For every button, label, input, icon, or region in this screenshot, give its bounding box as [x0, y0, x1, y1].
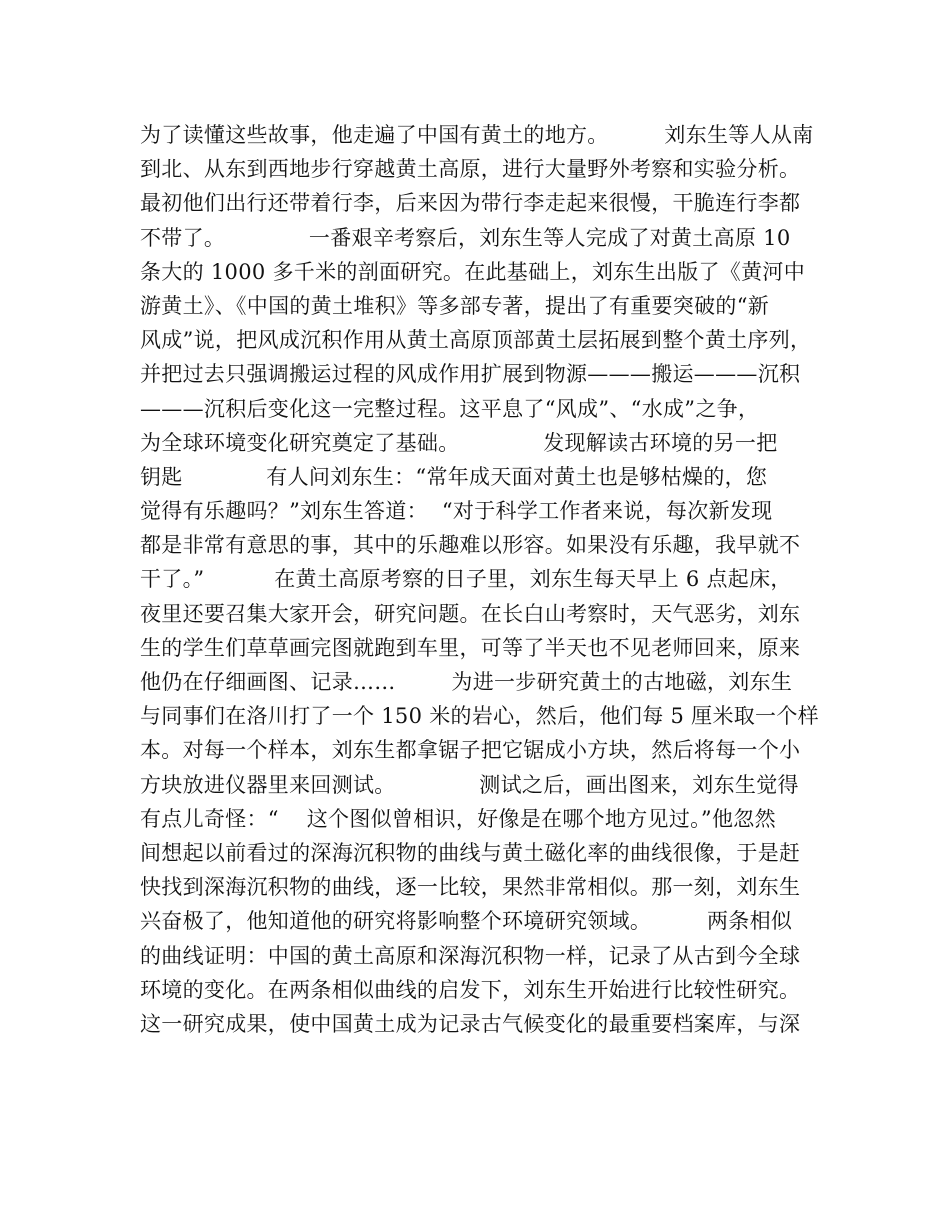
text-line: 为了读懂这些故事，他走遍了中国有黄土的地方。 刘东生等人从南 — [140, 123, 814, 147]
text-line: 到北、从东到西地步行穿越黄土高原，进行大量野外考察和实验分析。 — [140, 157, 801, 182]
text-line: 环境的变化。在两条相似曲线的启发下，刘东生开始进行比较性研究。 — [140, 977, 801, 1002]
text-line: 与同事们在洛川打了一个 150 米的岩心，然后，他们每 5 厘米取一个样 — [140, 704, 819, 729]
text-line: 并把过去只强调搬运过程的风成作用扩展到物源———搬运———沉积 — [140, 362, 801, 387]
text-line: 快找到深海沉积物的曲线，逐一比较，果然非常相似。那一刻，刘东生 — [140, 875, 801, 900]
text-line: 最初他们出行还带着行李，后来因为带行李走起来很慢，干脆连行李都 — [140, 191, 801, 216]
text-line: 的曲线证明：中国的黄土高原和深海沉积物一样，记录了从古到今全球 — [140, 943, 801, 968]
text-line: 有点儿奇怪：“ 这个图似曾相识，好像是在哪个地方见过。”他忽然 — [140, 806, 776, 831]
text-line: 生的学生们草草画完图就跑到车里，可等了半天也不见老师回来，原来 — [140, 635, 801, 660]
text-line: 这一研究成果，使中国黄土成为记录古气候变化的最重要档案库，与深 — [140, 1011, 801, 1036]
text-line: ———沉积后变化这一完整过程。这平息了“风成”、“水成”之争， — [140, 396, 760, 421]
text-line: 钥匙 有人问刘东生：“常年成天面对黄土也是够枯燥的，您 — [140, 464, 768, 489]
text-line: 方块放进仪器里来回测试。 测试之后，画出图来，刘东生觉得 — [140, 772, 799, 797]
text-line: 游黄土》、《中国的黄土堆积》等多部专著，提出了有重要突破的“新 — [140, 293, 770, 318]
article-body — [140, 118, 820, 1041]
text-line: 干了。” 在黄土高原考察的日子里，刘东生每天早上 6 点起床， — [140, 567, 792, 592]
text-line: 觉得有乐趣吗？”刘东生答道： “对于科学工作者来说，每次新发现 — [140, 499, 773, 524]
text-line: 他仍在仔细画图、记录…… 为进一步研究黄土的古地磁，刘东生 — [140, 670, 793, 694]
text-line: 夜里还要召集大家开会，研究问题。在长白山考察时，天气恶劣，刘东 — [140, 601, 801, 626]
text-line: 风成”说，把风成沉积作用从黄土高原顶部黄土层拓展到整个黄土序列， — [140, 328, 812, 353]
text-line: 间想起以前看过的深海沉积物的曲线与黄土磁化率的曲线很像，于是赶 — [140, 840, 801, 865]
text-line: 本。对每一个样本，刘东生都拿锯子把它锯成小方块，然后将每一个小 — [140, 738, 801, 763]
text-line: 不带了。 一番艰辛考察后，刘东生等人完成了对黄土高原 10 — [140, 225, 791, 250]
text-line: 为全球环境变化研究奠定了基础。 发现解读古环境的另一把 — [140, 430, 778, 455]
text-line: 条大的 1000 多千米的剖面研究。在此基础上，刘东生出版了《黄河中 — [140, 259, 805, 284]
text-line: 兴奋极了，他知道他的研究将影响整个环境研究领域。 两条相似 — [140, 909, 793, 934]
text-line: 都是非常有意思的事，其中的乐趣难以形容。如果没有乐趣，我早就不 — [140, 533, 801, 558]
